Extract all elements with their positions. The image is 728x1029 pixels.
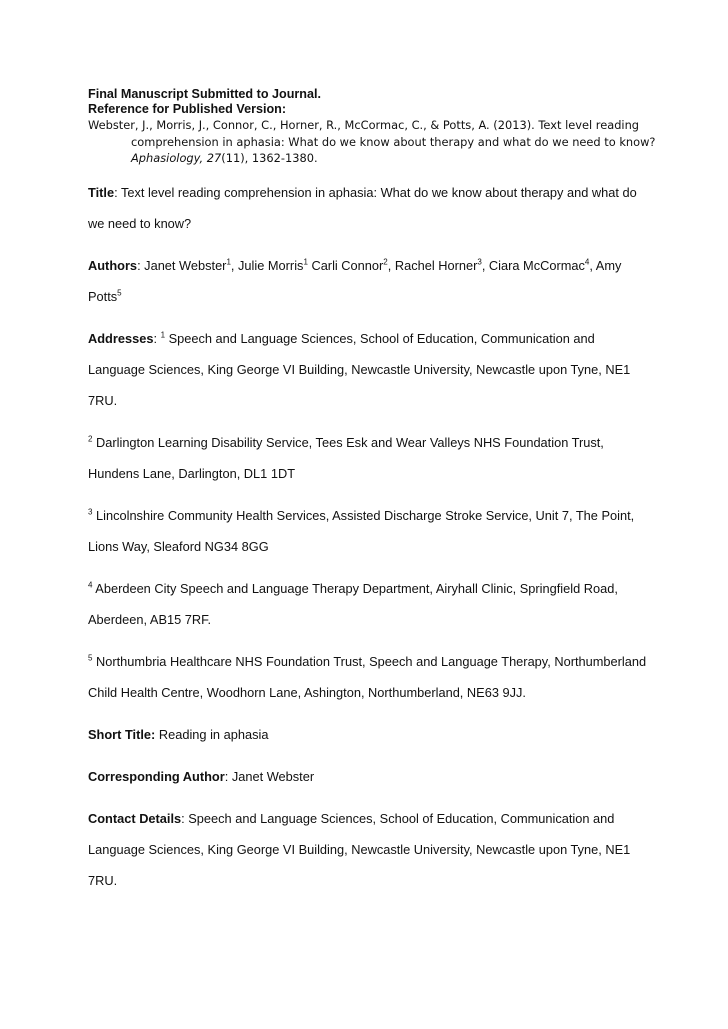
short-title-paragraph <box>88 719 648 750</box>
author-4: , Rachel Horner <box>387 257 478 273</box>
authors-label: Authors <box>88 257 138 273</box>
author-3: Carli Connor <box>307 257 384 273</box>
address-2-number: 2 <box>88 434 93 444</box>
short-title-text: Reading in aphasia <box>155 726 269 742</box>
author-6-affiliation: 5 <box>117 288 122 298</box>
author-6: , Amy Potts <box>88 257 622 304</box>
header-line-2: Reference for Published Version: <box>88 102 287 116</box>
address-5-number: 5 <box>88 653 93 663</box>
author-1-affiliation: 1 <box>226 257 231 267</box>
address-1: Addresses: $^1$ Speech and Language Sciences, School of Education, Communication and Language Sciences, King George VI Building, Newcastle University, Newcastle upon Tyne, NE1 7RU. <box>88 330 631 408</box>
address-1-text: Speech and Language Sciences, School of Education, Communication and Language Sciences, King George VI Building, Newcastle University, Newcastle upon Tyne, NE1 7RU. <box>88 330 631 408</box>
corresponding-author-paragraph <box>88 761 648 792</box>
contact-details-paragraph <box>88 803 648 896</box>
address-2-text: Darlington Learning Disability Service, Tees Esk and Wear Valleys NHS Foundation Trust, Hundens Lane, Darlington, DL1 1DT <box>88 434 604 481</box>
author-5-affiliation: 4 <box>584 257 590 267</box>
address-4 <box>88 573 648 635</box>
address-3-text: Lincolnshire Community Health Services, Assisted Discharge Stroke Service, Unit 7, The Point, Lions Way, Sleaford NG34 8GG <box>88 507 635 554</box>
address-5-text: Northumbria Healthcare NHS Foundation Trust, Speech and Language Therapy, Northumberland Child Health Centre, Woodhorn Lane, Ashington, Northumberland, NE63 9JJ. <box>88 653 647 700</box>
reference-pages: (11), 1362-1380. <box>221 151 318 165</box>
title-text: : Text level reading comprehension in aphasia: What do we know about therapy and what do we need to know? <box>88 184 637 231</box>
address-2 <box>88 427 648 489</box>
corresponding-author-text: : Janet Webster <box>224 768 315 784</box>
header-line-1: Final Manuscript Submitted to Journal. <box>88 87 321 101</box>
author-3-affiliation: 2 <box>383 257 388 267</box>
address-5 <box>88 646 648 708</box>
contact-details-label: Contact Details <box>88 810 182 826</box>
address-4-text: Aberdeen City Speech and Language Therapy Department, Airyhall Clinic, Springfield Road, Aberdeen, AB15 7RF. <box>88 580 618 627</box>
author-1: : Janet Webster <box>137 257 227 273</box>
contact-details-text: : Speech and Language Sciences, School of Education, Communication and Language Sciences, King George VI Building, Newcastle University, Newcastle upon Tyne, NE1 7RU. <box>88 810 631 888</box>
authors-paragraph <box>88 250 648 312</box>
reference-journal: Aphasiology, 27 <box>131 151 222 165</box>
addresses-label: Addresses <box>88 330 154 346</box>
author-5: , Ciara McCormac <box>481 257 585 273</box>
address-3-number: 3 <box>88 507 93 517</box>
author-2: , Julie Morris <box>230 257 304 273</box>
reference-citation <box>88 117 696 167</box>
title-label: Title <box>88 184 115 200</box>
short-title-label: Short Title: <box>88 726 156 742</box>
manuscript-page <box>88 87 656 896</box>
address-3 <box>88 500 648 562</box>
title-paragraph <box>88 177 648 239</box>
author-2-affiliation: 1 <box>303 257 308 267</box>
address-1-number: 1 <box>160 330 166 340</box>
address-4-number: 4 <box>88 580 93 590</box>
reference-authors: Webster, J., Morris, J., Connor, C., Horner, R., McCormac, C., & Potts, A. (2013). Text level reading comprehension in aphasia: What do we know about therapy and what do we need to know? <box>88 118 656 149</box>
corresponding-author-label: Corresponding Author <box>88 768 225 784</box>
author-4-affiliation: 3 <box>477 257 482 267</box>
